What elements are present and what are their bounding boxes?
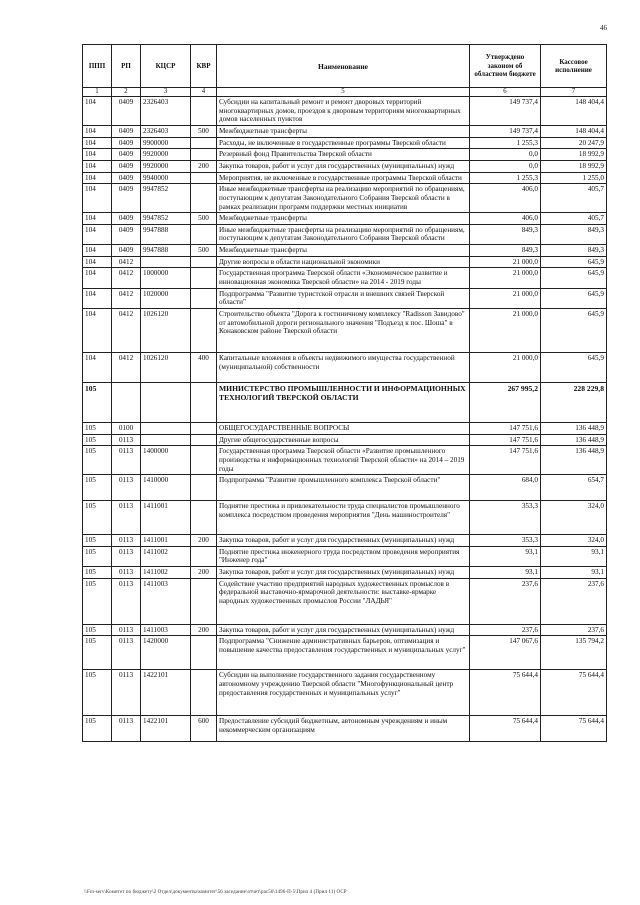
column-index: 7 — [541, 88, 607, 97]
cell-rp: 0113 — [112, 446, 141, 475]
budget-table — [82, 44, 607, 742]
cell-cash: 645,9 — [541, 256, 607, 268]
cell-approved: 406,0 — [470, 213, 541, 225]
cell-ppp: 105 — [83, 382, 112, 422]
cell-name: МИНИСТЕРСТВО ПРОМЫШЛЕННОСТИ И ИНФОРМАЦИОННЫХ ТЕХНОЛОГИЙ ТВЕРСКОЙ ОБЛАСТИ — [217, 382, 470, 422]
cell-kcsr: 1411003 — [141, 624, 191, 636]
table-row — [83, 224, 607, 244]
table-body — [83, 97, 607, 742]
cell-rp: 0409 — [112, 213, 141, 225]
cell-kcsr: 9920000 — [141, 161, 191, 173]
file-path-footer: \\Fin-serv\Комитет по бюджету\2 Отдел\документы\комитет\56 заседание\отчет\рас56\1496-П-5\Прил 4 (Прил 11) ОСР — [84, 890, 347, 895]
cell-name: Государственная программа Тверской области «Экономическое развитие и инновационная экономика Тверской области» на 2014 - 2019 годы — [217, 268, 470, 288]
header-name: Наименование — [217, 45, 470, 88]
cell-rp: 0113 — [112, 578, 141, 624]
cell-kcsr: 1420000 — [141, 636, 191, 670]
cell-kvr — [191, 224, 217, 244]
cell-name: Поднятие престижа и привлекательности труда специалистов промышленного комплекса посредством проведения мероприятия "День машиностроителя" — [217, 501, 470, 535]
cell-rp: 0409 — [112, 161, 141, 173]
cell-approved: 149 737,4 — [470, 126, 541, 138]
table-row — [83, 567, 607, 579]
cell-rp: 0113 — [112, 501, 141, 535]
header-approved: Утверждено законом об областном бюджете — [470, 45, 541, 88]
cell-name: Субсидии на выполнение государственного задания государственному автономному учреждению Тверской области "Многофункциональный центр предоставления государственных и муниципальных услуг" — [217, 670, 470, 716]
column-index: 6 — [470, 88, 541, 97]
table-row — [83, 670, 607, 716]
cell-rp: 0409 — [112, 126, 141, 138]
header-ppp: ППП — [83, 45, 112, 88]
cell-kvr — [191, 578, 217, 624]
cell-name: Межбюджетные трансферты — [217, 126, 470, 138]
column-index: 4 — [191, 88, 217, 97]
cell-name: Иные межбюджетные трансферты на реализацию мероприятий по обращениям, поступающим к депутатам Законодательного Собрания Тверской области в рамках реализации программ поддержки местных инициатив — [217, 184, 470, 213]
cell-rp: 0409 — [112, 149, 141, 161]
cell-kcsr: 1410000 — [141, 475, 191, 501]
cell-cash: 75 644,4 — [541, 670, 607, 716]
cell-rp: 0412 — [112, 256, 141, 268]
cell-cash: 136 448,9 — [541, 446, 607, 475]
page-number: 46 — [600, 24, 607, 32]
cell-kvr — [191, 172, 217, 184]
cell-kcsr: 1411001 — [141, 535, 191, 547]
cell-cash: 93,1 — [541, 567, 607, 579]
cell-cash: 136 448,9 — [541, 422, 607, 434]
cell-name: Закупка товаров, работ и услуг для государственных (муниципальных) нужд — [217, 624, 470, 636]
cell-approved: 0,0 — [470, 161, 541, 173]
cell-approved: 21 000,0 — [470, 268, 541, 288]
cell-approved: 21 000,0 — [470, 288, 541, 308]
cell-kcsr: 1000000 — [141, 268, 191, 288]
header-cash: Кассовое исполнение — [541, 45, 607, 88]
cell-cash: 405,7 — [541, 184, 607, 213]
cell-cash: 654,7 — [541, 475, 607, 501]
cell-rp: 0409 — [112, 224, 141, 244]
cell-ppp: 104 — [83, 245, 112, 257]
cell-name: Подпрограмма "Снижение административных барьеров, оптимизация и повышение качества предоставления государственных и муниципальных услуг" — [217, 636, 470, 670]
cell-ppp: 105 — [83, 501, 112, 535]
cell-cash: 20 247,9 — [541, 137, 607, 149]
cell-approved: 406,0 — [470, 184, 541, 213]
cell-kcsr: 1411003 — [141, 578, 191, 624]
cell-ppp: 104 — [83, 97, 112, 126]
table-row — [83, 213, 607, 225]
cell-approved: 21 000,0 — [470, 352, 541, 382]
cell-cash: 93,1 — [541, 546, 607, 566]
cell-kcsr: 2326403 — [141, 126, 191, 138]
column-index: 2 — [112, 88, 141, 97]
cell-name: Межбюджетные трансферты — [217, 245, 470, 257]
column-index: 1 — [83, 88, 112, 97]
cell-kvr — [191, 446, 217, 475]
table-row — [83, 149, 607, 161]
table-row — [83, 546, 607, 566]
cell-cash: 148 404,4 — [541, 126, 607, 138]
table-row — [83, 268, 607, 288]
cell-approved: 267 995,2 — [470, 382, 541, 422]
cell-rp — [112, 382, 141, 422]
cell-kvr — [191, 670, 217, 716]
cell-kvr — [191, 434, 217, 446]
cell-name: Капитальные вложения в объекты недвижимого имущества государственной (муниципальной) собственности — [217, 352, 470, 382]
cell-rp: 0113 — [112, 567, 141, 579]
table-row — [83, 256, 607, 268]
cell-name: Закупка товаров, работ и услуг для государственных (муниципальных) нужд — [217, 567, 470, 579]
cell-name: Другие общегосударственные вопросы — [217, 434, 470, 446]
cell-kvr — [191, 149, 217, 161]
cell-rp: 0409 — [112, 172, 141, 184]
table-row — [83, 636, 607, 670]
cell-approved: 237,6 — [470, 624, 541, 636]
cell-kvr — [191, 184, 217, 213]
cell-name: Иные межбюджетные трансферты на реализацию мероприятий по обращениям, поступающим к депутатам Законодательного Собрания Тверской области — [217, 224, 470, 244]
cell-kvr — [191, 546, 217, 566]
cell-kcsr — [141, 382, 191, 422]
table-row — [83, 535, 607, 547]
cell-rp: 0113 — [112, 546, 141, 566]
cell-approved: 149 737,4 — [470, 97, 541, 126]
cell-ppp: 105 — [83, 475, 112, 501]
cell-name: Предоставление субсидий бюджетным, автономным учреждениям и иным некоммерческим организациям — [217, 716, 470, 742]
cell-ppp: 104 — [83, 256, 112, 268]
cell-ppp: 104 — [83, 352, 112, 382]
cell-kcsr: 2326403 — [141, 97, 191, 126]
cell-approved: 684,0 — [470, 475, 541, 501]
cell-kcsr: 1026120 — [141, 352, 191, 382]
cell-cash: 849,3 — [541, 224, 607, 244]
cell-cash: 849,3 — [541, 245, 607, 257]
cell-kcsr: 1422101 — [141, 716, 191, 742]
cell-ppp: 105 — [83, 546, 112, 566]
cell-ppp: 105 — [83, 624, 112, 636]
cell-ppp: 104 — [83, 149, 112, 161]
cell-kvr: 500 — [191, 213, 217, 225]
cell-approved: 849,3 — [470, 224, 541, 244]
cell-kvr — [191, 636, 217, 670]
cell-cash: 237,6 — [541, 624, 607, 636]
header-kcsr: КЦСР — [141, 45, 191, 88]
cell-rp: 0113 — [112, 434, 141, 446]
table-row — [83, 97, 607, 126]
cell-rp: 0412 — [112, 268, 141, 288]
table-row — [83, 434, 607, 446]
cell-rp: 0113 — [112, 624, 141, 636]
cell-ppp: 104 — [83, 126, 112, 138]
cell-ppp: 105 — [83, 446, 112, 475]
cell-name: Резервный фонд Правительства Тверской области — [217, 149, 470, 161]
cell-ppp: 104 — [83, 184, 112, 213]
cell-cash: 237,6 — [541, 578, 607, 624]
cell-kcsr: 9920000 — [141, 149, 191, 161]
cell-ppp: 105 — [83, 716, 112, 742]
cell-rp: 0113 — [112, 535, 141, 547]
cell-rp: 0409 — [112, 245, 141, 257]
cell-approved: 93,1 — [470, 567, 541, 579]
cell-approved: 147 751,6 — [470, 434, 541, 446]
cell-kcsr: 1411002 — [141, 567, 191, 579]
cell-cash: 136 448,9 — [541, 434, 607, 446]
cell-name: ОБЩЕГОСУДАРСТВЕННЫЕ ВОПРОСЫ — [217, 422, 470, 434]
header-kvr: КВР — [191, 45, 217, 88]
table-header — [83, 45, 607, 97]
cell-approved: 21 000,0 — [470, 256, 541, 268]
cell-kvr — [191, 256, 217, 268]
cell-ppp: 104 — [83, 224, 112, 244]
cell-approved: 1 255,3 — [470, 137, 541, 149]
header-rp: РП — [112, 45, 141, 88]
cell-kcsr: 1020000 — [141, 288, 191, 308]
cell-cash: 135 794,2 — [541, 636, 607, 670]
column-index-row — [83, 88, 607, 97]
cell-kcsr — [141, 256, 191, 268]
cell-approved: 1 255,3 — [470, 172, 541, 184]
cell-kvr — [191, 97, 217, 126]
cell-ppp: 104 — [83, 308, 112, 352]
cell-rp: 0113 — [112, 475, 141, 501]
cell-kvr — [191, 137, 217, 149]
cell-approved: 147 751,6 — [470, 422, 541, 434]
cell-kcsr: 9940000 — [141, 172, 191, 184]
table-row — [83, 308, 607, 352]
cell-kvr: 200 — [191, 161, 217, 173]
cell-kvr: 400 — [191, 352, 217, 382]
cell-kcsr: 9947852 — [141, 213, 191, 225]
cell-ppp: 105 — [83, 670, 112, 716]
cell-ppp: 104 — [83, 172, 112, 184]
cell-cash: 405,7 — [541, 213, 607, 225]
table-row — [83, 716, 607, 742]
table-row — [83, 578, 607, 624]
cell-kvr: 200 — [191, 535, 217, 547]
cell-cash: 645,9 — [541, 308, 607, 352]
cell-approved: 75 644,4 — [470, 670, 541, 716]
cell-cash: 18 992,9 — [541, 149, 607, 161]
column-index: 3 — [141, 88, 191, 97]
budget-table-container — [82, 44, 606, 742]
cell-cash: 1 255,0 — [541, 172, 607, 184]
cell-kcsr: 1026120 — [141, 308, 191, 352]
cell-ppp: 104 — [83, 213, 112, 225]
cell-name: Подпрограмма "Развитие промышленного комплекса Тверской области" — [217, 475, 470, 501]
cell-kvr: 600 — [191, 716, 217, 742]
cell-kvr — [191, 268, 217, 288]
cell-ppp: 104 — [83, 268, 112, 288]
cell-cash: 148 404,4 — [541, 97, 607, 126]
cell-ppp: 104 — [83, 137, 112, 149]
cell-kcsr: 1400000 — [141, 446, 191, 475]
cell-ppp: 105 — [83, 422, 112, 434]
cell-cash: 645,9 — [541, 288, 607, 308]
cell-kvr — [191, 475, 217, 501]
table-row — [83, 382, 607, 422]
cell-ppp: 105 — [83, 636, 112, 670]
table-row — [83, 161, 607, 173]
cell-name: Расходы, не включенные в государственные программы Тверской области — [217, 137, 470, 149]
cell-kcsr: 1411002 — [141, 546, 191, 566]
cell-kcsr: 1422101 — [141, 670, 191, 716]
cell-rp: 0100 — [112, 422, 141, 434]
cell-rp: 0409 — [112, 184, 141, 213]
cell-kvr — [191, 501, 217, 535]
cell-approved: 353,3 — [470, 501, 541, 535]
cell-name: Содействие участию предприятий народных художественных промыслов в федеральной выставочно-ярмарочной деятельности: выставке-ярмарке народных художественных промыслов России "ЛАДЬЯ" — [217, 578, 470, 624]
cell-cash: 324,0 — [541, 535, 607, 547]
cell-approved: 353,3 — [470, 535, 541, 547]
column-index: 5 — [217, 88, 470, 97]
cell-approved: 21 000,0 — [470, 308, 541, 352]
cell-cash: 645,9 — [541, 352, 607, 382]
cell-rp: 0412 — [112, 308, 141, 352]
cell-kvr — [191, 382, 217, 422]
cell-ppp: 104 — [83, 161, 112, 173]
cell-approved: 0,0 — [470, 149, 541, 161]
cell-cash: 228 229,8 — [541, 382, 607, 422]
table-row — [83, 172, 607, 184]
cell-kcsr: 1411001 — [141, 501, 191, 535]
cell-name: Субсидии на капитальный ремонт и ремонт дворовых территорий многоквартирных домов, проездов к дворовым территориям многоквартирных домов населенных пунктов — [217, 97, 470, 126]
cell-kcsr: 9900000 — [141, 137, 191, 149]
cell-approved: 849,3 — [470, 245, 541, 257]
cell-approved: 237,6 — [470, 578, 541, 624]
table-row — [83, 184, 607, 213]
cell-approved: 75 644,4 — [470, 716, 541, 742]
table-row — [83, 352, 607, 382]
cell-rp: 0409 — [112, 97, 141, 126]
cell-ppp: 105 — [83, 567, 112, 579]
cell-approved: 147 751,6 — [470, 446, 541, 475]
cell-kvr: 200 — [191, 624, 217, 636]
cell-cash: 18 992,9 — [541, 161, 607, 173]
table-row — [83, 288, 607, 308]
cell-rp: 0412 — [112, 352, 141, 382]
cell-name: Мероприятия, не включенные в государственные программы Тверской области — [217, 172, 470, 184]
cell-kvr: 200 — [191, 567, 217, 579]
cell-name: Строительство объекта "Дорога к гостиничному комплексу "Radisson Завидово" от автомобильной дороги регионального значения "Подъезд к пос. Шоша" в Конаковском районе Тверской области — [217, 308, 470, 352]
cell-name: Подпрограмма "Развитие туристской отрасли и внешних связей Тверской области" — [217, 288, 470, 308]
cell-kvr: 500 — [191, 126, 217, 138]
table-row — [83, 137, 607, 149]
cell-ppp: 105 — [83, 434, 112, 446]
cell-rp: 0113 — [112, 670, 141, 716]
cell-kcsr: 9947888 — [141, 224, 191, 244]
table-row — [83, 624, 607, 636]
cell-kvr — [191, 422, 217, 434]
cell-rp: 0409 — [112, 137, 141, 149]
cell-name: Межбюджетные трансферты — [217, 213, 470, 225]
table-row — [83, 422, 607, 434]
cell-name: Поднятие престижа инженерного труда посредством проведения мероприятия "Инженер года" — [217, 546, 470, 566]
cell-kvr — [191, 308, 217, 352]
cell-rp: 0113 — [112, 716, 141, 742]
cell-name: Закупка товаров, работ и услуг для государственных (муниципальных) нужд — [217, 161, 470, 173]
table-row — [83, 446, 607, 475]
cell-kcsr — [141, 422, 191, 434]
cell-rp: 0412 — [112, 288, 141, 308]
cell-name: Другие вопросы в области национальной экономики — [217, 256, 470, 268]
cell-kvr: 500 — [191, 245, 217, 257]
cell-cash: 324,0 — [541, 501, 607, 535]
cell-rp: 0113 — [112, 636, 141, 670]
cell-kvr — [191, 288, 217, 308]
cell-cash: 645,9 — [541, 268, 607, 288]
cell-kcsr: 9947852 — [141, 184, 191, 213]
cell-ppp: 105 — [83, 535, 112, 547]
cell-ppp: 105 — [83, 578, 112, 624]
cell-approved: 93,1 — [470, 546, 541, 566]
table-row — [83, 245, 607, 257]
table-row — [83, 501, 607, 535]
table-row — [83, 126, 607, 138]
cell-approved: 147 067,6 — [470, 636, 541, 670]
cell-name: Закупка товаров, работ и услуг для государственных (муниципальных) нужд — [217, 535, 470, 547]
cell-name: Государственная программа Тверской области «Развитие промышленного производства и информационных технологий Тверской области» на 2014 – 2019 годы — [217, 446, 470, 475]
cell-kcsr: 9947888 — [141, 245, 191, 257]
table-row — [83, 475, 607, 501]
cell-ppp: 104 — [83, 288, 112, 308]
cell-kcsr — [141, 434, 191, 446]
cell-cash: 75 644,4 — [541, 716, 607, 742]
